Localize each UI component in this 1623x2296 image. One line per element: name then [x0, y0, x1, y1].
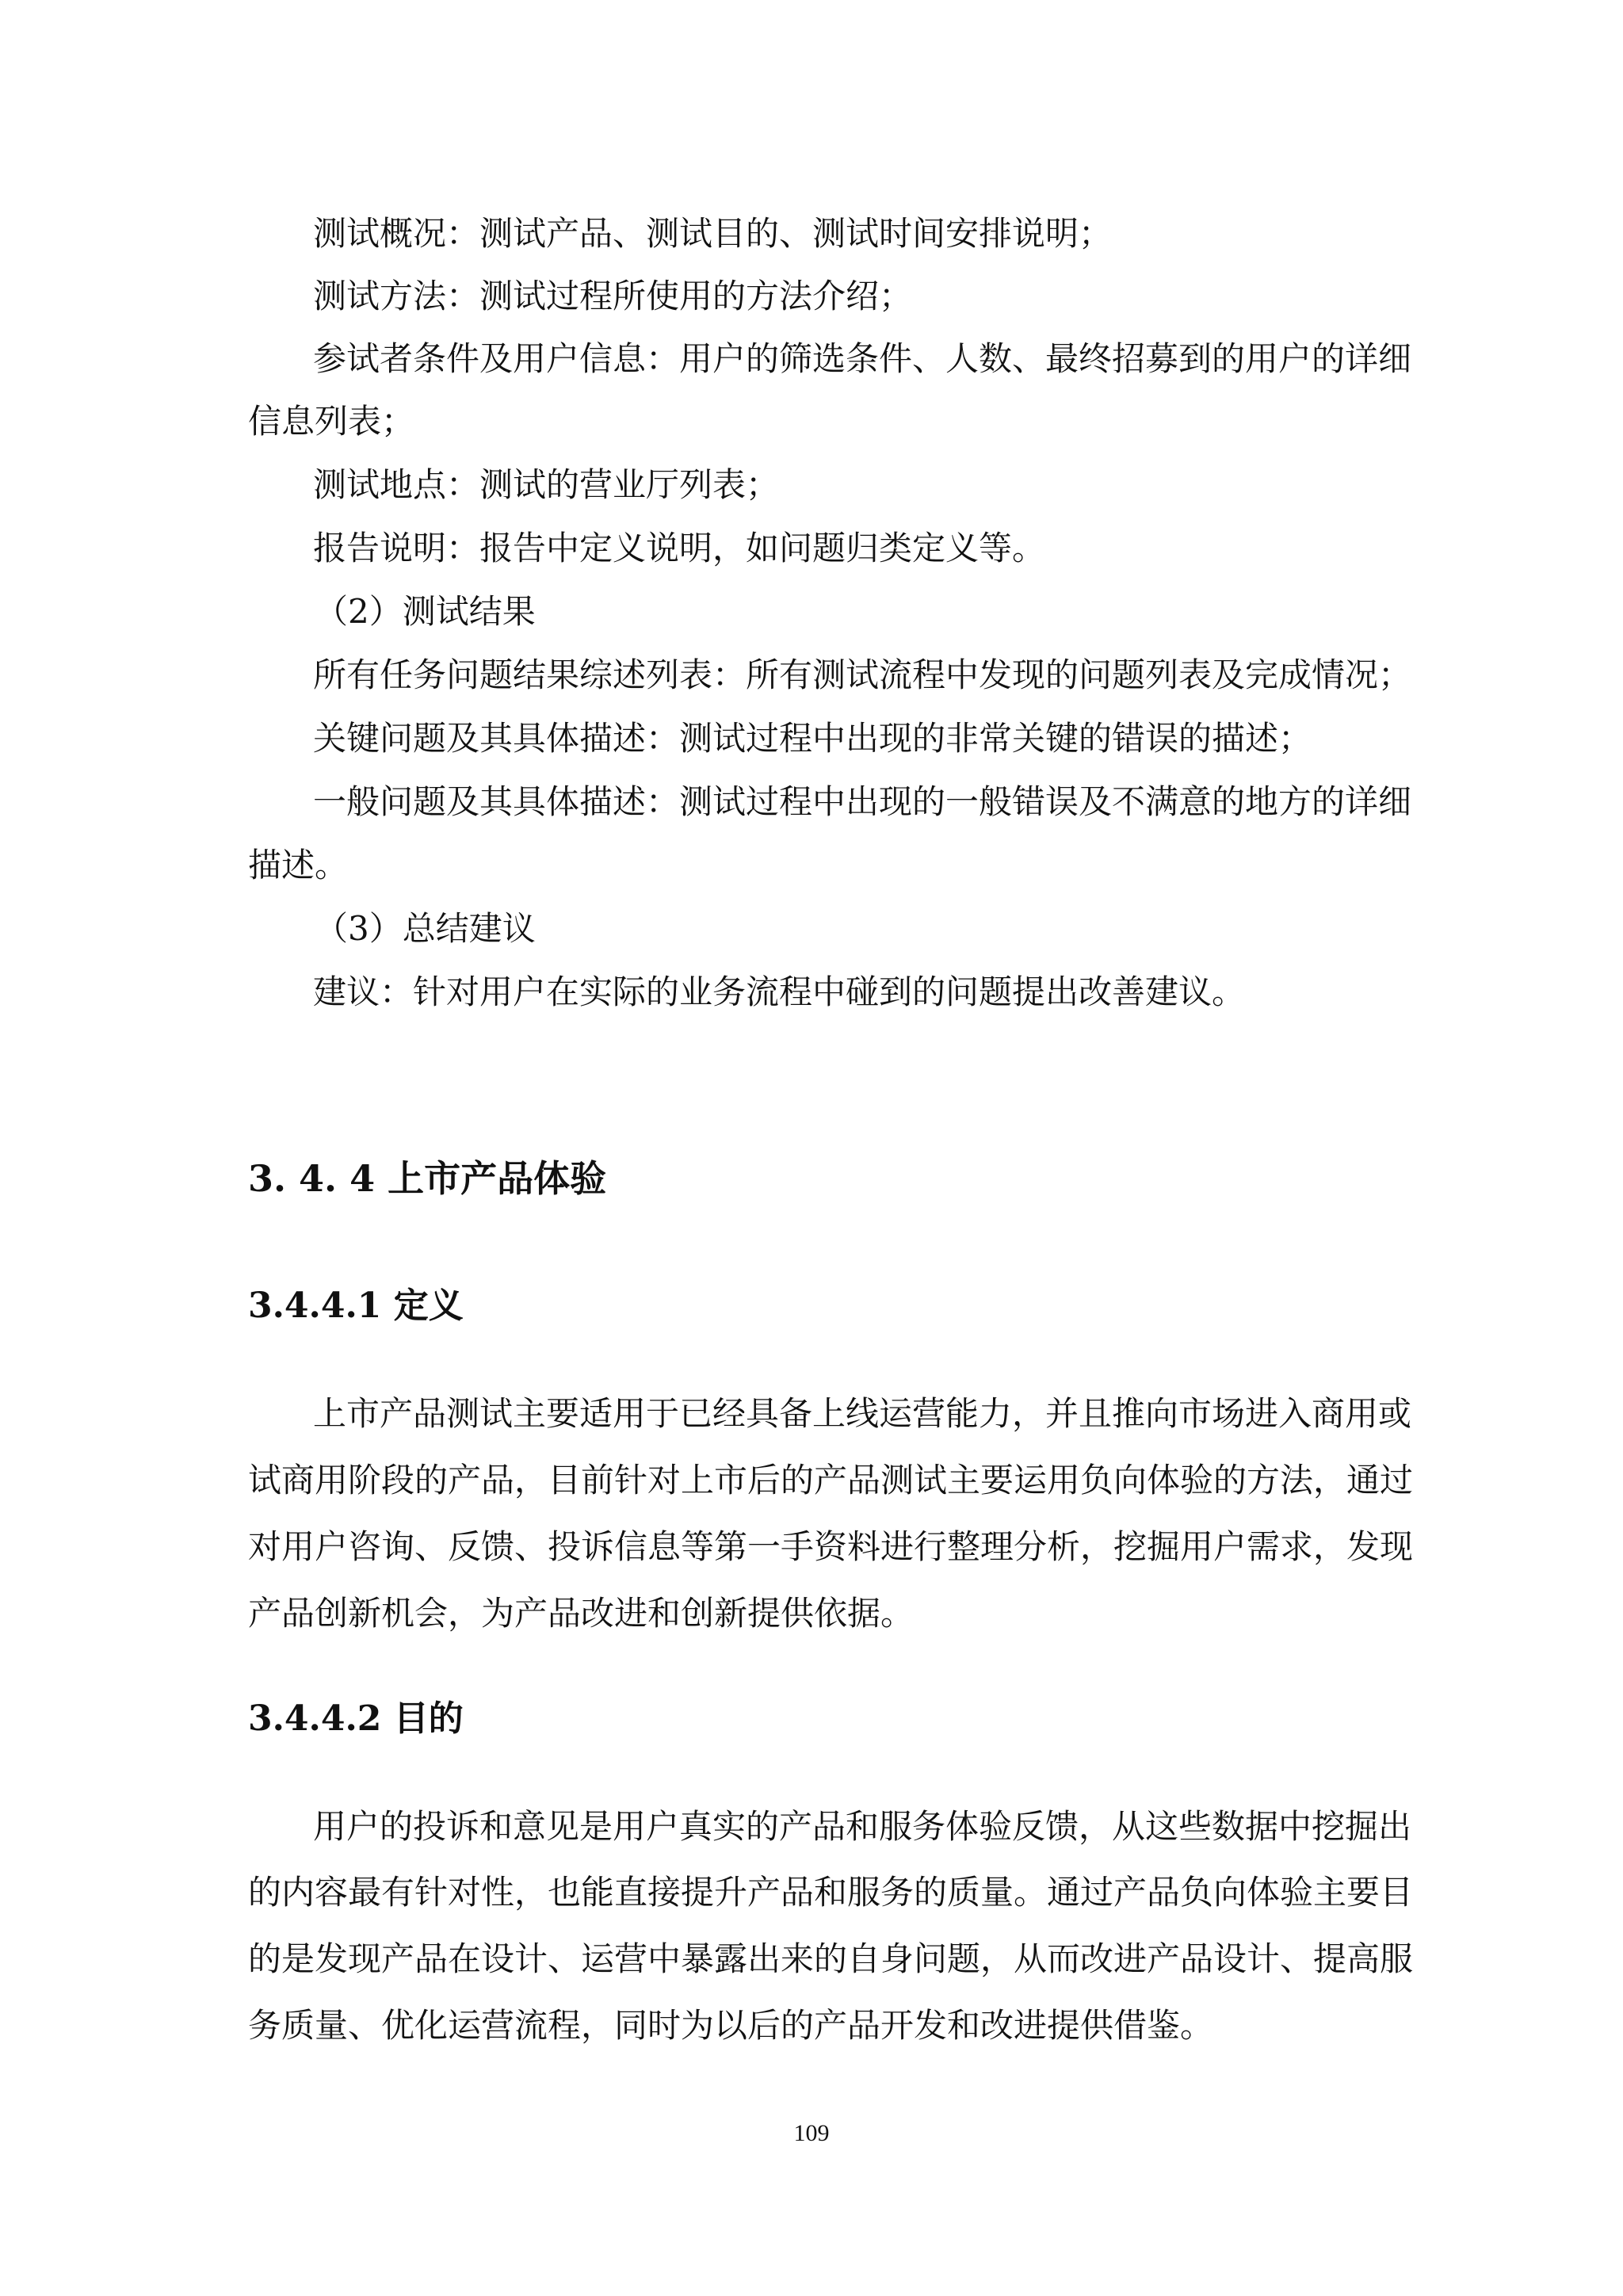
page-number: 109 — [793, 2120, 830, 2146]
paragraph-line: 用户的投诉和意见是用户真实的产品和服务体验反馈，从这些数据中挖掘出 — [313, 1807, 1412, 1846]
paragraph-line: 上市产品测试主要适用于已经具备上线运营能力，并且推向市场进入商用或 — [313, 1394, 1412, 1433]
text-line: 测试地点：测试的营业厅列表； — [313, 465, 780, 504]
subsection-heading: 3.4.4.1 定义 — [248, 1286, 464, 1326]
text-line: 描述。 — [248, 846, 349, 884]
text-line: 报告说明：报告中定义说明，如问题归类定义等。 — [313, 529, 1046, 567]
text-line: 一般问题及其具体描述：测试过程中出现的一般错误及不满意的地方的详细 — [313, 782, 1412, 821]
text-line: 参试者条件及用户信息：用户的筛选条件、人数、最终招募到的用户的详细 — [313, 339, 1412, 378]
paragraph-line: 务质量、优化运营流程，同时为以后的产品开发和改进提供借鉴。 — [248, 2006, 1214, 2045]
subheading-line: （3）总结建议 — [315, 909, 536, 948]
text-line: 测试方法：测试过程所使用的方法介绍； — [313, 277, 913, 315]
text-line: 关键问题及其具体描述：测试过程中出现的非常关键的错误的描述； — [313, 719, 1312, 758]
subsection-heading: 3.4.4.2 目的 — [248, 1698, 464, 1739]
paragraph-line: 试商用阶段的产品，目前针对上市后的产品测试主要运用负向体验的方法，通过 — [248, 1461, 1414, 1499]
subheading-line: （2）测试结果 — [315, 592, 536, 631]
text-line: 所有任务问题结果综述列表：所有测试流程中发现的问题列表及完成情况； — [313, 655, 1412, 694]
text-line: 建议：针对用户在实际的业务流程中碰到的问题提出改善建议。 — [313, 972, 1246, 1011]
paragraph-line: 对用户咨询、反馈、投诉信息等第一手资料进行整理分析，挖掘用户需求，发现 — [248, 1527, 1414, 1566]
paragraph-line: 的是发现产品在设计、运营中暴露出来的自身问题，从而改进产品设计、提高服 — [248, 1939, 1414, 1978]
paragraph-line: 产品创新机会，为产品改进和创新提供依据。 — [248, 1594, 915, 1633]
paragraph-line: 的内容最有针对性，也能直接提升产品和服务的质量。通过产品负向体验主要目 — [248, 1873, 1414, 1912]
text-line: 信息列表； — [248, 402, 415, 441]
text-line: 测试概况：测试产品、测试目的、测试时间安排说明； — [313, 214, 1113, 253]
section-heading: 3. 4. 4 上市产品体验 — [248, 1157, 607, 1200]
